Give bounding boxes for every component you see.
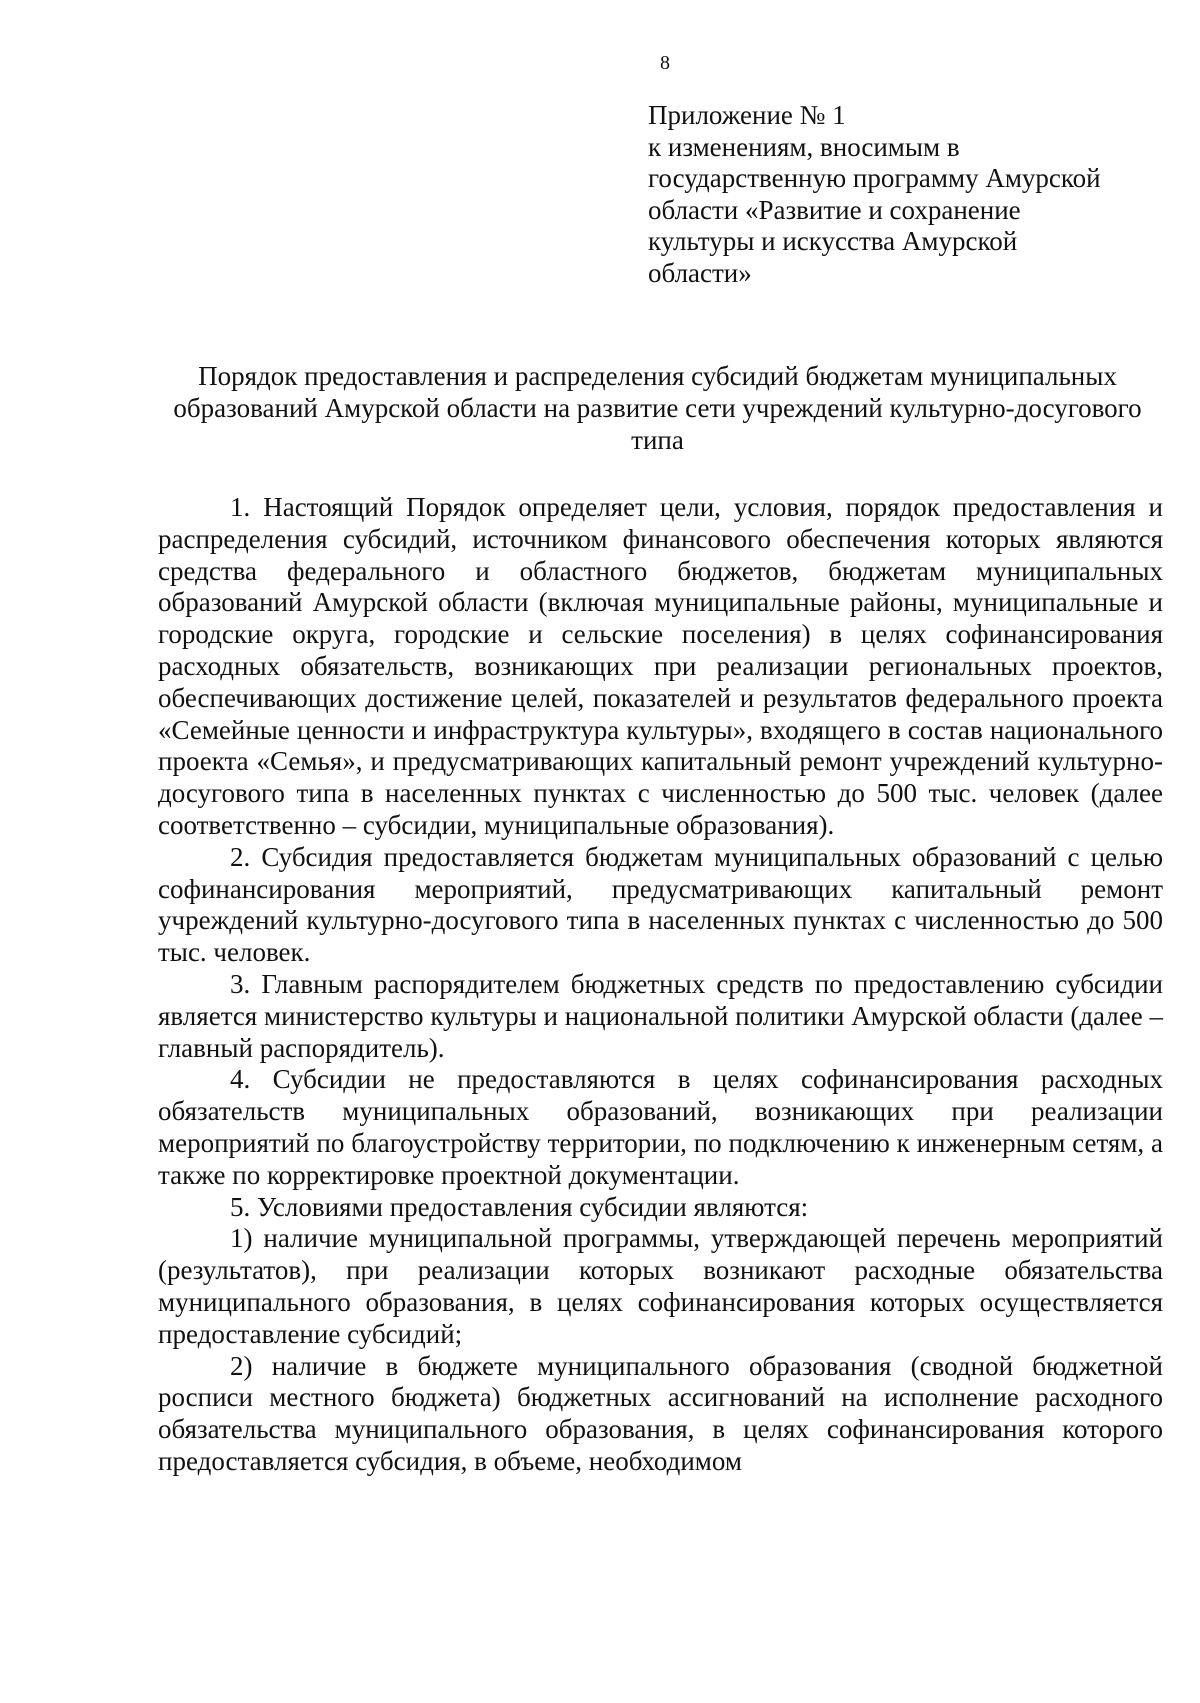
paragraph-1: 1. Настоящий Порядок определяет цели, условия, порядок предоставления и распределения субсидий, источником финансового обеспечения которых являются средства федерального и областного бюджетов, бюджетам муниципальных образований Амурской области (включая муниципальные районы, муниципальные и городские округа, городские и сельские поселения) в целях софинансирования расходных обязательств, возникающих при реализации региональных проектов, обеспечивающих достижение целей, показателей и результатов федерального проекта «Семейные ценности и инфраструктура культуры», входящего в состав национального проекта «Семья», и предусматривающих капитальный ремонт учреждений культурно-досугового типа в населенных пунктах с численностью до 500 тыс. человек (далее соответственно – субсидии, муниципальные образования). [158, 492, 1163, 840]
appendix-line-6: области» [648, 257, 752, 288]
paragraph-3: 3. Главным распорядителем бюджетных средств по предоставлению субсидии является министерство культуры и национальной политики Амурской области (далее – главный распорядитель). [158, 968, 1163, 1063]
paragraph-2: 2. Субсидия предоставляется бюджетам муниципальных образований с целью софинансирования мероприятий, предусматривающих капитальный ремонт учреждений культурно-досугового типа в населенных пунктах с численностью до 500 тыс. человек. [158, 841, 1163, 968]
paragraph-4: 4. Субсидии не предоставляются в целях софинансирования расходных обязательств муниципальных образований, возникающих при реализации мероприятий по благоустройству территории, по подключению к инженерным сетям, а также по корректировке проектной документации. [158, 1064, 1163, 1190]
paragraph-5-1: 1) наличие муниципальной программы, утверждающей перечень мероприятий (результатов), при реализации которых возникают расходные обязательства муниципального образования, в целях софинансирования которых осуществляется предоставление субсидий; [158, 1223, 1163, 1349]
paragraph-5-2: 2) наличие в бюджете муниципального образования (сводной бюджетной росписи местного бюджета) бюджетных ассигнований на исполнение расходного обязательства муниципального образования, в целях софинансирования которого предоставляется субсидия, в объеме, необходимом [158, 1350, 1163, 1476]
appendix-line-4: области «Развитие и сохранение [648, 194, 1021, 225]
appendix-block [648, 100, 1168, 289]
paragraph-5: 5. Условиями предоставления субсидии являются: [230, 1191, 809, 1222]
page-number: 8 [660, 52, 670, 74]
appendix-line-5: культуры и искусства Амурской [648, 226, 1018, 256]
appendix-line-2: к изменениям, вносимым в [648, 131, 960, 162]
document-body [158, 492, 1163, 1478]
document-title: Порядок предоставления и распределения субсидий бюджетам муниципальных образований Амурской области на развитие сети учреждений культурно-досугового типа [173, 361, 1142, 455]
appendix-line-1: Приложение № 1 [648, 100, 846, 130]
appendix-line-3: государственную программу Амурской [648, 163, 1101, 193]
